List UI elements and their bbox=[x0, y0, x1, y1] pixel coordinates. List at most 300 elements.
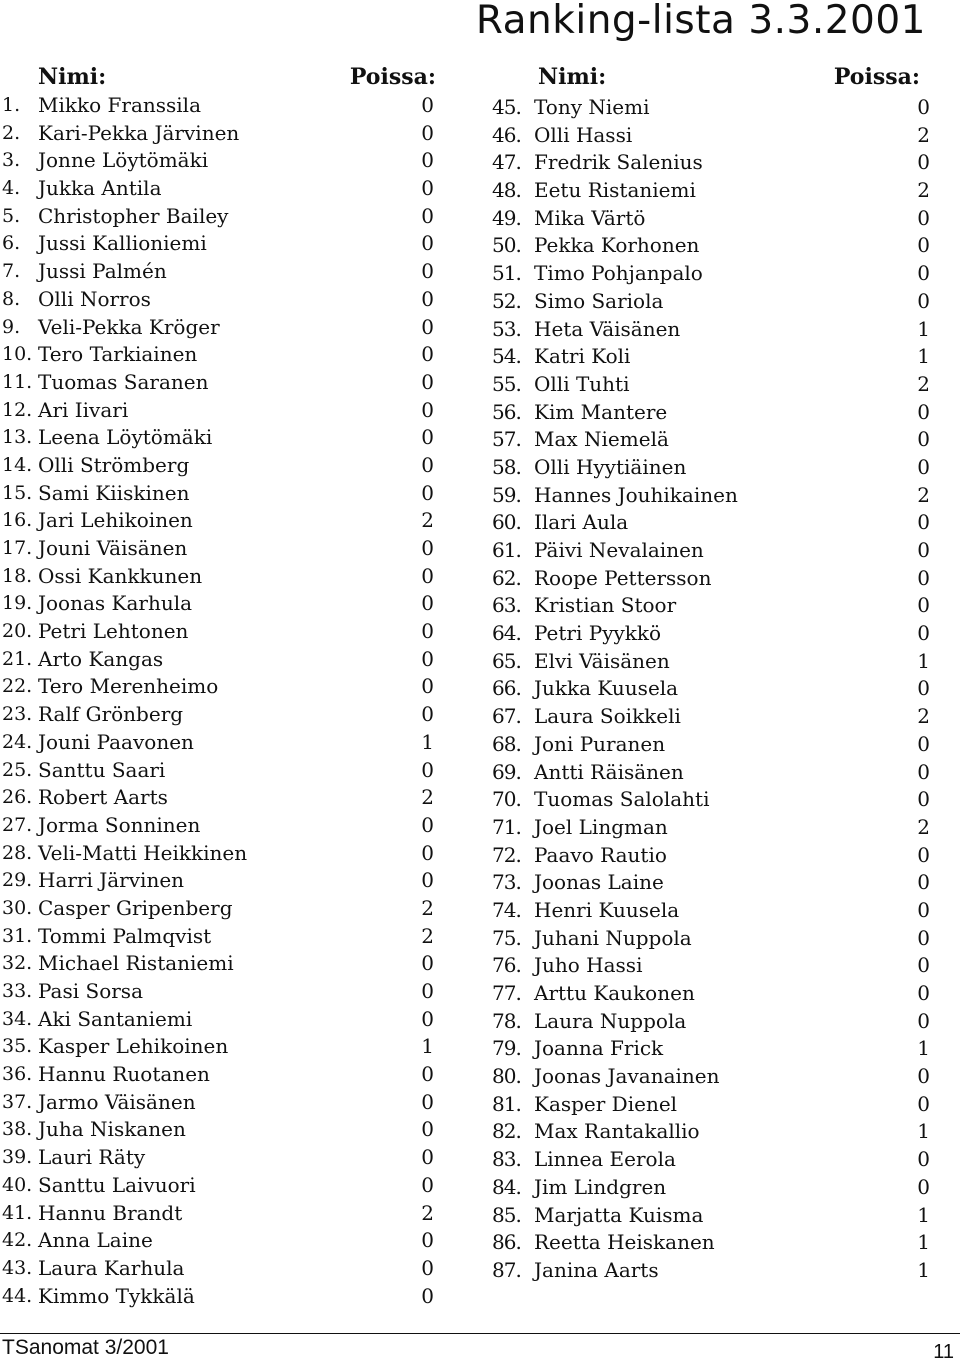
absence-count: 0 bbox=[917, 842, 930, 867]
rank-number: 10. bbox=[2, 343, 33, 366]
player-name: Ralf Grönberg bbox=[38, 702, 184, 727]
ranking-row bbox=[492, 1174, 942, 1202]
rank-number: 75. bbox=[492, 925, 521, 950]
rank-number: 73. bbox=[492, 870, 521, 895]
player-name: Kimmo Tykkälä bbox=[38, 1283, 195, 1308]
rank-number: 14. bbox=[2, 453, 33, 476]
player-name: Leena Löytömäki bbox=[38, 425, 213, 450]
rank-number: 29. bbox=[2, 869, 33, 892]
ranking-list-left bbox=[0, 92, 450, 1310]
absence-count: 0 bbox=[917, 953, 930, 978]
ranking-row bbox=[492, 454, 942, 482]
ranking-row bbox=[492, 842, 942, 870]
ranking-row bbox=[0, 1033, 450, 1061]
absence-count: 0 bbox=[421, 619, 434, 644]
rank-number: 45. bbox=[492, 95, 521, 119]
absence-count: 0 bbox=[421, 231, 434, 256]
player-name: Hannes Jouhikainen bbox=[534, 482, 738, 507]
player-name: Jim Lindgren bbox=[534, 1174, 667, 1199]
player-name: Tero Tarkiainen bbox=[38, 342, 198, 367]
player-name: Eetu Ristaniemi bbox=[534, 178, 696, 203]
absence-count: 0 bbox=[421, 176, 434, 201]
player-name: Jussi Palmén bbox=[38, 259, 167, 284]
player-name: Laura Nuppola bbox=[534, 1008, 687, 1033]
ranking-list-right bbox=[492, 94, 942, 1285]
ranking-row bbox=[492, 592, 942, 620]
rank-number: 64. bbox=[492, 621, 521, 646]
rank-number: 65. bbox=[492, 648, 521, 673]
player-name: Juho Hassi bbox=[534, 953, 643, 978]
ranking-row bbox=[492, 897, 942, 925]
player-name: Mikko Franssila bbox=[38, 93, 201, 117]
player-name: Max Niemelä bbox=[534, 427, 669, 452]
absence-count: 2 bbox=[421, 923, 434, 948]
rank-number: 72. bbox=[492, 842, 521, 867]
ranking-row bbox=[0, 701, 450, 729]
absence-count: 0 bbox=[917, 427, 930, 452]
rank-number: 87. bbox=[492, 1257, 521, 1282]
page-number: 11 bbox=[933, 1341, 954, 1363]
ranking-row bbox=[0, 175, 450, 203]
rank-number: 56. bbox=[492, 399, 521, 424]
ranking-row bbox=[492, 1035, 942, 1063]
player-name: Jukka Antila bbox=[38, 176, 162, 201]
player-name: Päivi Nevalainen bbox=[534, 538, 704, 562]
absence-count: 0 bbox=[421, 702, 434, 727]
absence-count: 0 bbox=[421, 203, 434, 228]
absence-count: 0 bbox=[421, 840, 434, 865]
ranking-row bbox=[0, 563, 450, 591]
absence-count: 1 bbox=[421, 1034, 434, 1059]
player-name: Joonas Karhula bbox=[38, 591, 193, 616]
absence-count: 0 bbox=[917, 593, 930, 618]
ranking-row bbox=[0, 535, 450, 563]
ranking-row bbox=[492, 952, 942, 980]
ranking-row bbox=[492, 122, 942, 150]
ranking-row bbox=[492, 149, 942, 177]
rank-number: 34. bbox=[2, 1007, 33, 1030]
player-name: Fredrik Salenius bbox=[534, 150, 703, 175]
player-name: Pasi Sorsa bbox=[38, 979, 143, 1003]
player-name: Simo Sariola bbox=[534, 288, 664, 313]
rank-number: 22. bbox=[2, 675, 33, 698]
ranking-row bbox=[492, 1063, 942, 1091]
rank-number: 27. bbox=[2, 813, 33, 836]
absence-count: 0 bbox=[917, 510, 930, 535]
player-name: Tuomas Saranen bbox=[38, 369, 209, 394]
absence-count: 2 bbox=[917, 178, 930, 203]
rank-number: 1. bbox=[2, 94, 21, 116]
rank-number: 38. bbox=[2, 1118, 33, 1141]
ranking-row bbox=[492, 205, 942, 233]
player-name: Laura Karhula bbox=[38, 1255, 185, 1280]
absence-count: 2 bbox=[421, 508, 434, 533]
rank-number: 47. bbox=[492, 150, 521, 175]
ranking-row bbox=[0, 729, 450, 757]
absence-count: 0 bbox=[421, 148, 434, 173]
player-name: Ilari Aula bbox=[534, 510, 629, 535]
ranking-row bbox=[492, 1118, 942, 1146]
rank-number: 24. bbox=[2, 730, 33, 753]
rank-number: 67. bbox=[492, 704, 521, 729]
rank-number: 66. bbox=[492, 676, 521, 701]
absence-count: 1 bbox=[917, 648, 930, 673]
rank-number: 60. bbox=[492, 510, 521, 535]
ranking-row bbox=[492, 759, 942, 787]
rank-number: 21. bbox=[2, 647, 33, 670]
ranking-row bbox=[492, 482, 942, 510]
absent-header: Poissa: bbox=[349, 64, 436, 90]
ranking-row bbox=[0, 618, 450, 646]
absence-count: 0 bbox=[917, 925, 930, 950]
rank-number: 28. bbox=[2, 841, 33, 864]
ranking-row bbox=[0, 424, 450, 452]
column-header bbox=[492, 64, 942, 94]
ranking-row bbox=[0, 230, 450, 258]
ranking-row bbox=[492, 537, 942, 565]
ranking-row bbox=[492, 1229, 942, 1257]
ranking-row bbox=[0, 950, 450, 978]
rank-number: 36. bbox=[2, 1063, 33, 1086]
ranking-row bbox=[0, 978, 450, 1006]
player-name: Harri Järvinen bbox=[38, 868, 185, 893]
ranking-row bbox=[0, 840, 450, 868]
player-name: Reetta Heiskanen bbox=[534, 1230, 715, 1255]
ranking-row bbox=[492, 1202, 942, 1230]
player-name: Joanna Frick bbox=[534, 1036, 664, 1061]
player-name: Henri Kuusela bbox=[534, 897, 680, 922]
ranking-row bbox=[0, 673, 450, 701]
rank-number: 46. bbox=[492, 122, 521, 147]
rank-number: 43. bbox=[2, 1256, 33, 1279]
ranking-row bbox=[0, 452, 450, 480]
player-name: Michael Ristaniemi bbox=[38, 951, 234, 976]
player-name: Pekka Korhonen bbox=[534, 233, 700, 258]
rank-number: 76. bbox=[492, 953, 521, 978]
absence-count: 0 bbox=[917, 731, 930, 756]
rank-number: 77. bbox=[492, 981, 521, 1005]
player-name: Mika Värtö bbox=[534, 205, 646, 230]
player-name: Kim Mantere bbox=[534, 399, 668, 424]
rank-number: 17. bbox=[2, 537, 33, 559]
player-name: Sami Kiiskinen bbox=[38, 480, 190, 505]
absence-count: 2 bbox=[917, 122, 930, 147]
absence-count: 0 bbox=[421, 812, 434, 837]
player-name: Juhani Nuppola bbox=[534, 925, 692, 950]
absence-count: 2 bbox=[917, 704, 930, 729]
absence-count: 0 bbox=[421, 1089, 434, 1114]
absence-count: 0 bbox=[421, 93, 434, 117]
player-name: Janina Aarts bbox=[534, 1257, 659, 1282]
rank-number: 30. bbox=[2, 896, 33, 919]
ranking-row bbox=[492, 786, 942, 814]
rank-number: 74. bbox=[492, 897, 521, 922]
absence-count: 0 bbox=[917, 1174, 930, 1199]
absence-count: 0 bbox=[421, 342, 434, 367]
absence-count: 0 bbox=[917, 1064, 930, 1089]
ranking-row bbox=[492, 1257, 942, 1285]
ranking-row bbox=[492, 675, 942, 703]
player-name: Jouni Väisänen bbox=[38, 536, 188, 560]
rank-number: 32. bbox=[2, 952, 33, 975]
rank-number: 52. bbox=[492, 288, 521, 313]
ranking-row bbox=[0, 286, 450, 314]
ranking-row bbox=[0, 92, 450, 120]
rank-number: 83. bbox=[492, 1147, 521, 1172]
player-name: Kari-Pekka Järvinen bbox=[38, 120, 240, 145]
absence-count: 0 bbox=[917, 787, 930, 812]
absence-count: 0 bbox=[421, 425, 434, 450]
ranking-row bbox=[492, 620, 942, 648]
rank-number: 62. bbox=[492, 565, 521, 590]
rank-number: 50. bbox=[492, 233, 521, 258]
absence-count: 1 bbox=[917, 1257, 930, 1282]
rank-number: 13. bbox=[2, 426, 33, 449]
absence-count: 0 bbox=[917, 981, 930, 1005]
rank-number: 68. bbox=[492, 731, 521, 756]
player-name: Paavo Rautio bbox=[534, 842, 667, 867]
absence-count: 2 bbox=[917, 814, 930, 839]
player-name: Christopher Bailey bbox=[38, 203, 229, 228]
player-name: Anna Laine bbox=[38, 1228, 153, 1253]
ranking-row bbox=[492, 177, 942, 205]
rank-number: 78. bbox=[492, 1008, 521, 1033]
ranking-row bbox=[0, 203, 450, 231]
name-header: Nimi: bbox=[538, 64, 607, 90]
absence-count: 2 bbox=[421, 895, 434, 920]
absence-count: 0 bbox=[917, 95, 930, 119]
player-name: Heta Väisänen bbox=[534, 316, 681, 341]
player-name: Max Rantakallio bbox=[534, 1119, 700, 1144]
player-name: Hannu Ruotanen bbox=[38, 1062, 210, 1087]
rank-number: 9. bbox=[2, 315, 21, 338]
publication-name: TSanomat 3/2001 bbox=[2, 1336, 169, 1359]
absence-count: 0 bbox=[917, 1008, 930, 1033]
player-name: Timo Pohjanpalo bbox=[534, 261, 703, 286]
rank-number: 58. bbox=[492, 454, 521, 479]
rank-number: 85. bbox=[492, 1202, 521, 1227]
rank-number: 57. bbox=[492, 427, 521, 452]
rank-number: 18. bbox=[2, 564, 33, 587]
page-title: Ranking-lista 3.3.2001 bbox=[475, 0, 926, 43]
player-name: Jussi Kallioniemi bbox=[38, 231, 207, 256]
player-name: Jarmo Väisänen bbox=[38, 1089, 196, 1114]
rank-number: 35. bbox=[2, 1035, 33, 1058]
player-name: Ossi Kankkunen bbox=[38, 563, 203, 588]
rank-number: 55. bbox=[492, 371, 521, 396]
player-name: Aki Santaniemi bbox=[38, 1006, 193, 1031]
absence-count: 0 bbox=[421, 369, 434, 394]
player-name: Laura Soikkeli bbox=[534, 704, 681, 729]
rank-number: 63. bbox=[492, 593, 521, 618]
rank-number: 15. bbox=[2, 481, 33, 504]
absence-count: 0 bbox=[421, 757, 434, 782]
player-name: Jukka Kuusela bbox=[534, 676, 679, 701]
player-name: Arto Kangas bbox=[38, 646, 164, 671]
ranking-row bbox=[0, 120, 450, 148]
rank-number: 51. bbox=[492, 261, 521, 286]
absence-count: 0 bbox=[917, 676, 930, 701]
rank-number: 12. bbox=[2, 398, 33, 421]
ranking-row bbox=[492, 1146, 942, 1174]
ranking-row bbox=[0, 258, 450, 286]
absence-count: 0 bbox=[917, 897, 930, 922]
player-name: Petri Pyykkö bbox=[534, 621, 662, 646]
ranking-row bbox=[0, 1116, 450, 1144]
ranking-row bbox=[492, 288, 942, 316]
rank-number: 8. bbox=[2, 287, 21, 310]
player-name: Robert Aarts bbox=[38, 785, 168, 810]
ranking-row bbox=[492, 1008, 942, 1036]
absence-count: 1 bbox=[917, 1119, 930, 1144]
rank-number: 31. bbox=[2, 924, 33, 947]
ranking-row bbox=[0, 1227, 450, 1255]
absence-count: 0 bbox=[917, 454, 930, 479]
absent-header: Poissa: bbox=[833, 64, 920, 90]
absence-count: 2 bbox=[421, 1200, 434, 1225]
player-name: Santtu Saari bbox=[38, 757, 166, 782]
ranking-row bbox=[0, 1061, 450, 1089]
player-name: Antti Räisänen bbox=[534, 759, 684, 784]
player-name: Olli Tuhti bbox=[534, 371, 630, 396]
absence-count: 0 bbox=[917, 288, 930, 313]
player-name: Juha Niskanen bbox=[38, 1117, 186, 1142]
rank-number: 59. bbox=[492, 482, 521, 507]
ranking-row bbox=[0, 1006, 450, 1034]
ranking-row bbox=[0, 314, 450, 342]
player-name: Joni Puranen bbox=[534, 731, 666, 756]
ranking-row bbox=[0, 895, 450, 923]
ranking-row bbox=[492, 232, 942, 260]
rank-number: 40. bbox=[2, 1173, 33, 1196]
rank-number: 5. bbox=[2, 204, 21, 227]
name-header: Nimi: bbox=[38, 64, 107, 90]
ranking-row bbox=[0, 812, 450, 840]
rank-number: 81. bbox=[492, 1091, 521, 1116]
rank-number: 82. bbox=[492, 1119, 521, 1144]
rank-number: 69. bbox=[492, 759, 521, 784]
ranking-row bbox=[0, 397, 450, 425]
ranking-row bbox=[492, 1091, 942, 1119]
absence-count: 0 bbox=[421, 120, 434, 145]
ranking-row bbox=[0, 1255, 450, 1283]
absence-count: 0 bbox=[917, 205, 930, 230]
absence-count: 2 bbox=[421, 785, 434, 810]
rank-number: 25. bbox=[2, 758, 33, 781]
absence-count: 0 bbox=[421, 1283, 434, 1308]
absence-count: 1 bbox=[917, 1230, 930, 1255]
absence-count: 0 bbox=[421, 1006, 434, 1031]
ranking-column-left bbox=[0, 64, 450, 1310]
ranking-row bbox=[0, 590, 450, 618]
column-header bbox=[0, 64, 450, 94]
player-name: Roope Pettersson bbox=[534, 565, 712, 590]
absence-count: 0 bbox=[917, 870, 930, 895]
player-name: Joonas Javanainen bbox=[534, 1064, 720, 1089]
absence-count: 0 bbox=[421, 868, 434, 893]
absence-count: 0 bbox=[421, 951, 434, 976]
absence-count: 0 bbox=[421, 1255, 434, 1280]
player-name: Jouni Paavonen bbox=[38, 729, 194, 754]
player-name: Joel Lingman bbox=[534, 814, 668, 839]
absence-count: 0 bbox=[421, 1172, 434, 1197]
ranking-row bbox=[0, 507, 450, 535]
ranking-row bbox=[0, 757, 450, 785]
rank-number: 19. bbox=[2, 592, 33, 615]
rank-number: 70. bbox=[492, 787, 521, 812]
ranking-row bbox=[492, 814, 942, 842]
rank-number: 44. bbox=[2, 1284, 33, 1307]
ranking-row bbox=[0, 784, 450, 812]
ranking-row bbox=[492, 94, 942, 122]
absence-count: 0 bbox=[421, 480, 434, 505]
rank-number: 7. bbox=[2, 260, 21, 283]
rank-number: 16. bbox=[2, 509, 33, 532]
rank-number: 20. bbox=[2, 620, 33, 643]
ranking-row bbox=[492, 509, 942, 537]
player-name: Olli Hyytiäinen bbox=[534, 454, 687, 479]
absence-count: 1 bbox=[917, 1202, 930, 1227]
absence-count: 0 bbox=[917, 233, 930, 258]
rank-number: 42. bbox=[2, 1229, 33, 1252]
ranking-row bbox=[492, 925, 942, 953]
ranking-column-right bbox=[492, 64, 942, 1285]
player-name: Tero Merenheimo bbox=[38, 674, 219, 699]
absence-count: 0 bbox=[421, 259, 434, 284]
absence-count: 0 bbox=[421, 452, 434, 477]
absence-count: 0 bbox=[421, 286, 434, 311]
footer-divider bbox=[0, 1333, 960, 1334]
rank-number: 61. bbox=[492, 538, 521, 562]
absence-count: 2 bbox=[917, 482, 930, 507]
absence-count: 0 bbox=[421, 1228, 434, 1253]
player-name: Joonas Laine bbox=[534, 870, 664, 895]
ranking-row bbox=[492, 426, 942, 454]
rank-number: 71. bbox=[492, 814, 521, 839]
ranking-row bbox=[0, 646, 450, 674]
player-name: Jonne Löytömäki bbox=[38, 148, 209, 173]
absence-count: 1 bbox=[421, 729, 434, 754]
rank-number: 39. bbox=[2, 1146, 33, 1169]
absence-count: 0 bbox=[917, 538, 930, 562]
absence-count: 0 bbox=[421, 646, 434, 671]
ranking-row bbox=[492, 316, 942, 344]
absence-count: 0 bbox=[917, 150, 930, 175]
player-name: Jari Lehikoinen bbox=[38, 508, 193, 533]
player-name: Tuomas Salolahti bbox=[534, 787, 710, 812]
rank-number: 3. bbox=[2, 149, 21, 172]
ranking-row bbox=[492, 343, 942, 371]
player-name: Katri Koli bbox=[534, 344, 631, 369]
ranking-row bbox=[492, 731, 942, 759]
absence-count: 0 bbox=[917, 621, 930, 646]
absence-count: 0 bbox=[917, 399, 930, 424]
player-name: Santtu Laivuori bbox=[38, 1172, 196, 1197]
rank-number: 6. bbox=[2, 232, 21, 255]
rank-number: 48. bbox=[492, 178, 521, 203]
ranking-row bbox=[0, 1089, 450, 1117]
player-name: Veli-Matti Heikkinen bbox=[38, 840, 248, 865]
ranking-row bbox=[0, 1283, 450, 1311]
rank-number: 11. bbox=[2, 370, 33, 393]
ranking-row bbox=[492, 565, 942, 593]
player-name: Tommi Palmqvist bbox=[38, 923, 212, 948]
player-name: Hannu Brandt bbox=[38, 1200, 183, 1225]
absence-count: 0 bbox=[421, 314, 434, 339]
ranking-row bbox=[0, 341, 450, 369]
absence-count: 1 bbox=[917, 1036, 930, 1061]
absence-count: 0 bbox=[917, 1147, 930, 1172]
